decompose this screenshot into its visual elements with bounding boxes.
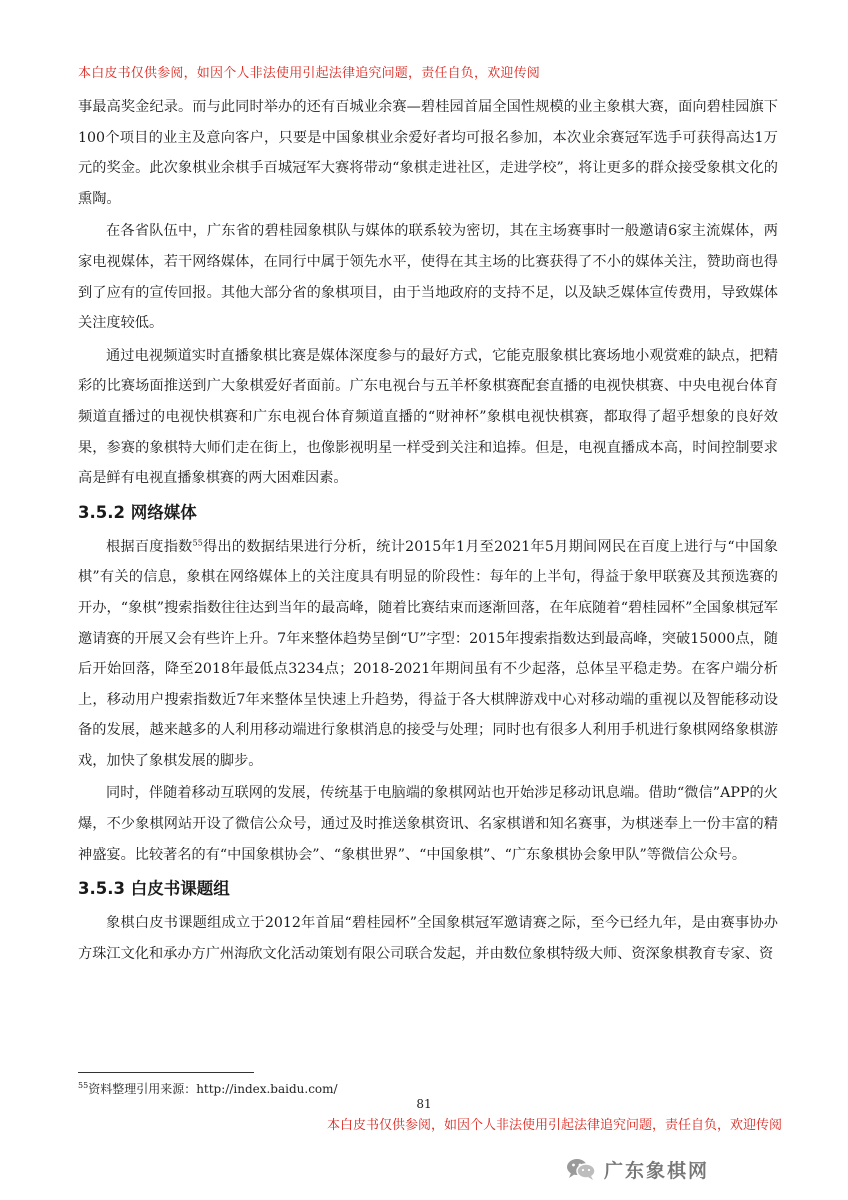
paragraph: 事最高奖金纪录。而与此同时举办的还有百城业余赛—碧桂园首届全国性规模的业主象棋大赛，面向碧桂园旗下100个项目的业主及意向客户，只要是中国象棋业余爱好者均可报名参加，本次业余赛冠军选手可获得高达1万元的奖金。此次象棋业余棋手百城冠军大赛将带动“象棋走进社区，走进学校”，将让更多的群众接受象棋文化的熏陶。 xyxy=(78,99,778,207)
paragraph-text: 根据百度指数 xyxy=(106,538,193,555)
document-body xyxy=(78,92,778,969)
footnote-number: 55 xyxy=(78,1081,89,1090)
page-number: 81 xyxy=(416,1097,432,1111)
paragraph: 同时，伴随着移动互联网的发展，传统基于电脑端的象棋网站也开始涉足移动讯息端。借助“微信”APP的火爆，不少象棋网站开设了微信公众号，通过及时推送象棋资讯、名家棋谱和知名赛事，为棋迷奉上一份丰富的精神盛宴。比较著名的有“中国象棋协会”、“象棋世界”、“中国象棋”、“广东象棋协会象甲队”等微信公众号。 xyxy=(78,785,778,863)
watermark xyxy=(566,1152,709,1186)
disclaimer-header: 本白皮书仅供参阅，如因个人非法使用引起法律追究问题，责任自负，欢迎传阅 xyxy=(78,66,541,81)
paragraph-text: 得出的数据结果进行分析，统计2015年1月至2021年5月期间网民在百度上进行与“中国象棋”有关的信息，象棋在网络媒体上的关注度具有明显的阶段性：每年的上半旬，得益于象甲联赛及其预选赛的开办，“象棋”搜索指数往往达到当年的最高峰，随着比赛结束而逐渐回落，在年底随着“碧桂园杯”全国象棋冠军邀请赛的开展又会有些许上升。7年来整体趋势呈倒“U”字型：2015年搜索指数达到最高峰，突破15000点，随后开始回落，降至2018年最低点3234点；2018-2021年期间虽有不少起落，总体呈平稳走势。在客户端分析上，移动用户搜索指数近7年来整体呈快速上升趋势，得益于各大棋牌游戏中心对移动端的重视以及智能移动设备的发展，越来越多的人利用移动端进行象棋消息的接受与处理；同时也有很多人利用手机进行象棋网络象棋游戏，加快了象棋发展的脚步。 xyxy=(78,538,778,769)
section-heading-3-5-3: 3.5.3 白皮书课题组 xyxy=(78,879,230,899)
footnote xyxy=(78,1080,338,1097)
paragraph: 通过电视频道实时直播象棋比赛是媒体深度参与的最好方式，它能克服象棋比赛场地小观赏难的缺点，把精彩的比赛场面推送到广大象棋爱好者面前。广东电视台与五羊杯象棋赛配套直播的电视快棋赛、中央电视台体育频道直播过的电视快棋赛和广东电视台体育频道直播的“财神杯”象棋电视快棋赛，都取得了超乎想象的良好效果，参赛的象棋特大师们走在街上，也像影视明星一样受到关注和追捧。但是，电视直播成本高，时间控制要求高是鲜有电视直播象棋赛的两大困难因素。 xyxy=(78,347,778,487)
footnote-divider xyxy=(78,1072,254,1073)
footnote-text: 资料整理引用来源：http://index.baidu.com/ xyxy=(88,1082,338,1096)
paragraph: 象棋白皮书课题组成立于2012年首届“碧桂园杯”全国象棋冠军邀请赛之际，至今已经九年，是由赛事协办方珠江文化和承办方广州海欣文化活动策划有限公司联合发起，并由数位象棋特级大师、资深象棋教育专家、资 xyxy=(78,915,778,962)
section-heading-3-5-2: 3.5.2 网络媒体 xyxy=(78,502,197,522)
footnote-ref[interactable]: 55 xyxy=(192,537,203,547)
paragraph: 在各省队伍中，广东省的碧桂园象棋队与媒体的联系较为密切，其在主场赛事时一般邀请6家主流媒体，两家电视媒体，若干网络媒体，在同行中属于领先水平，使得在其主场的比赛获得了不小的媒体关注，赞助商也得到了应有的宣传回报。其他大部分省的象棋项目，由于当地政府的支持不足，以及缺乏媒体宣传费用，导致媒体关注度较低。 xyxy=(78,223,778,332)
disclaimer-footer: 本白皮书仅供参阅，如因个人非法使用引起法律追究问题，责任自负，欢迎传阅 xyxy=(326,1118,782,1133)
paragraph xyxy=(78,532,778,777)
wechat-icon xyxy=(566,1157,596,1181)
watermark-text: 广东象棋网 xyxy=(604,1159,710,1182)
